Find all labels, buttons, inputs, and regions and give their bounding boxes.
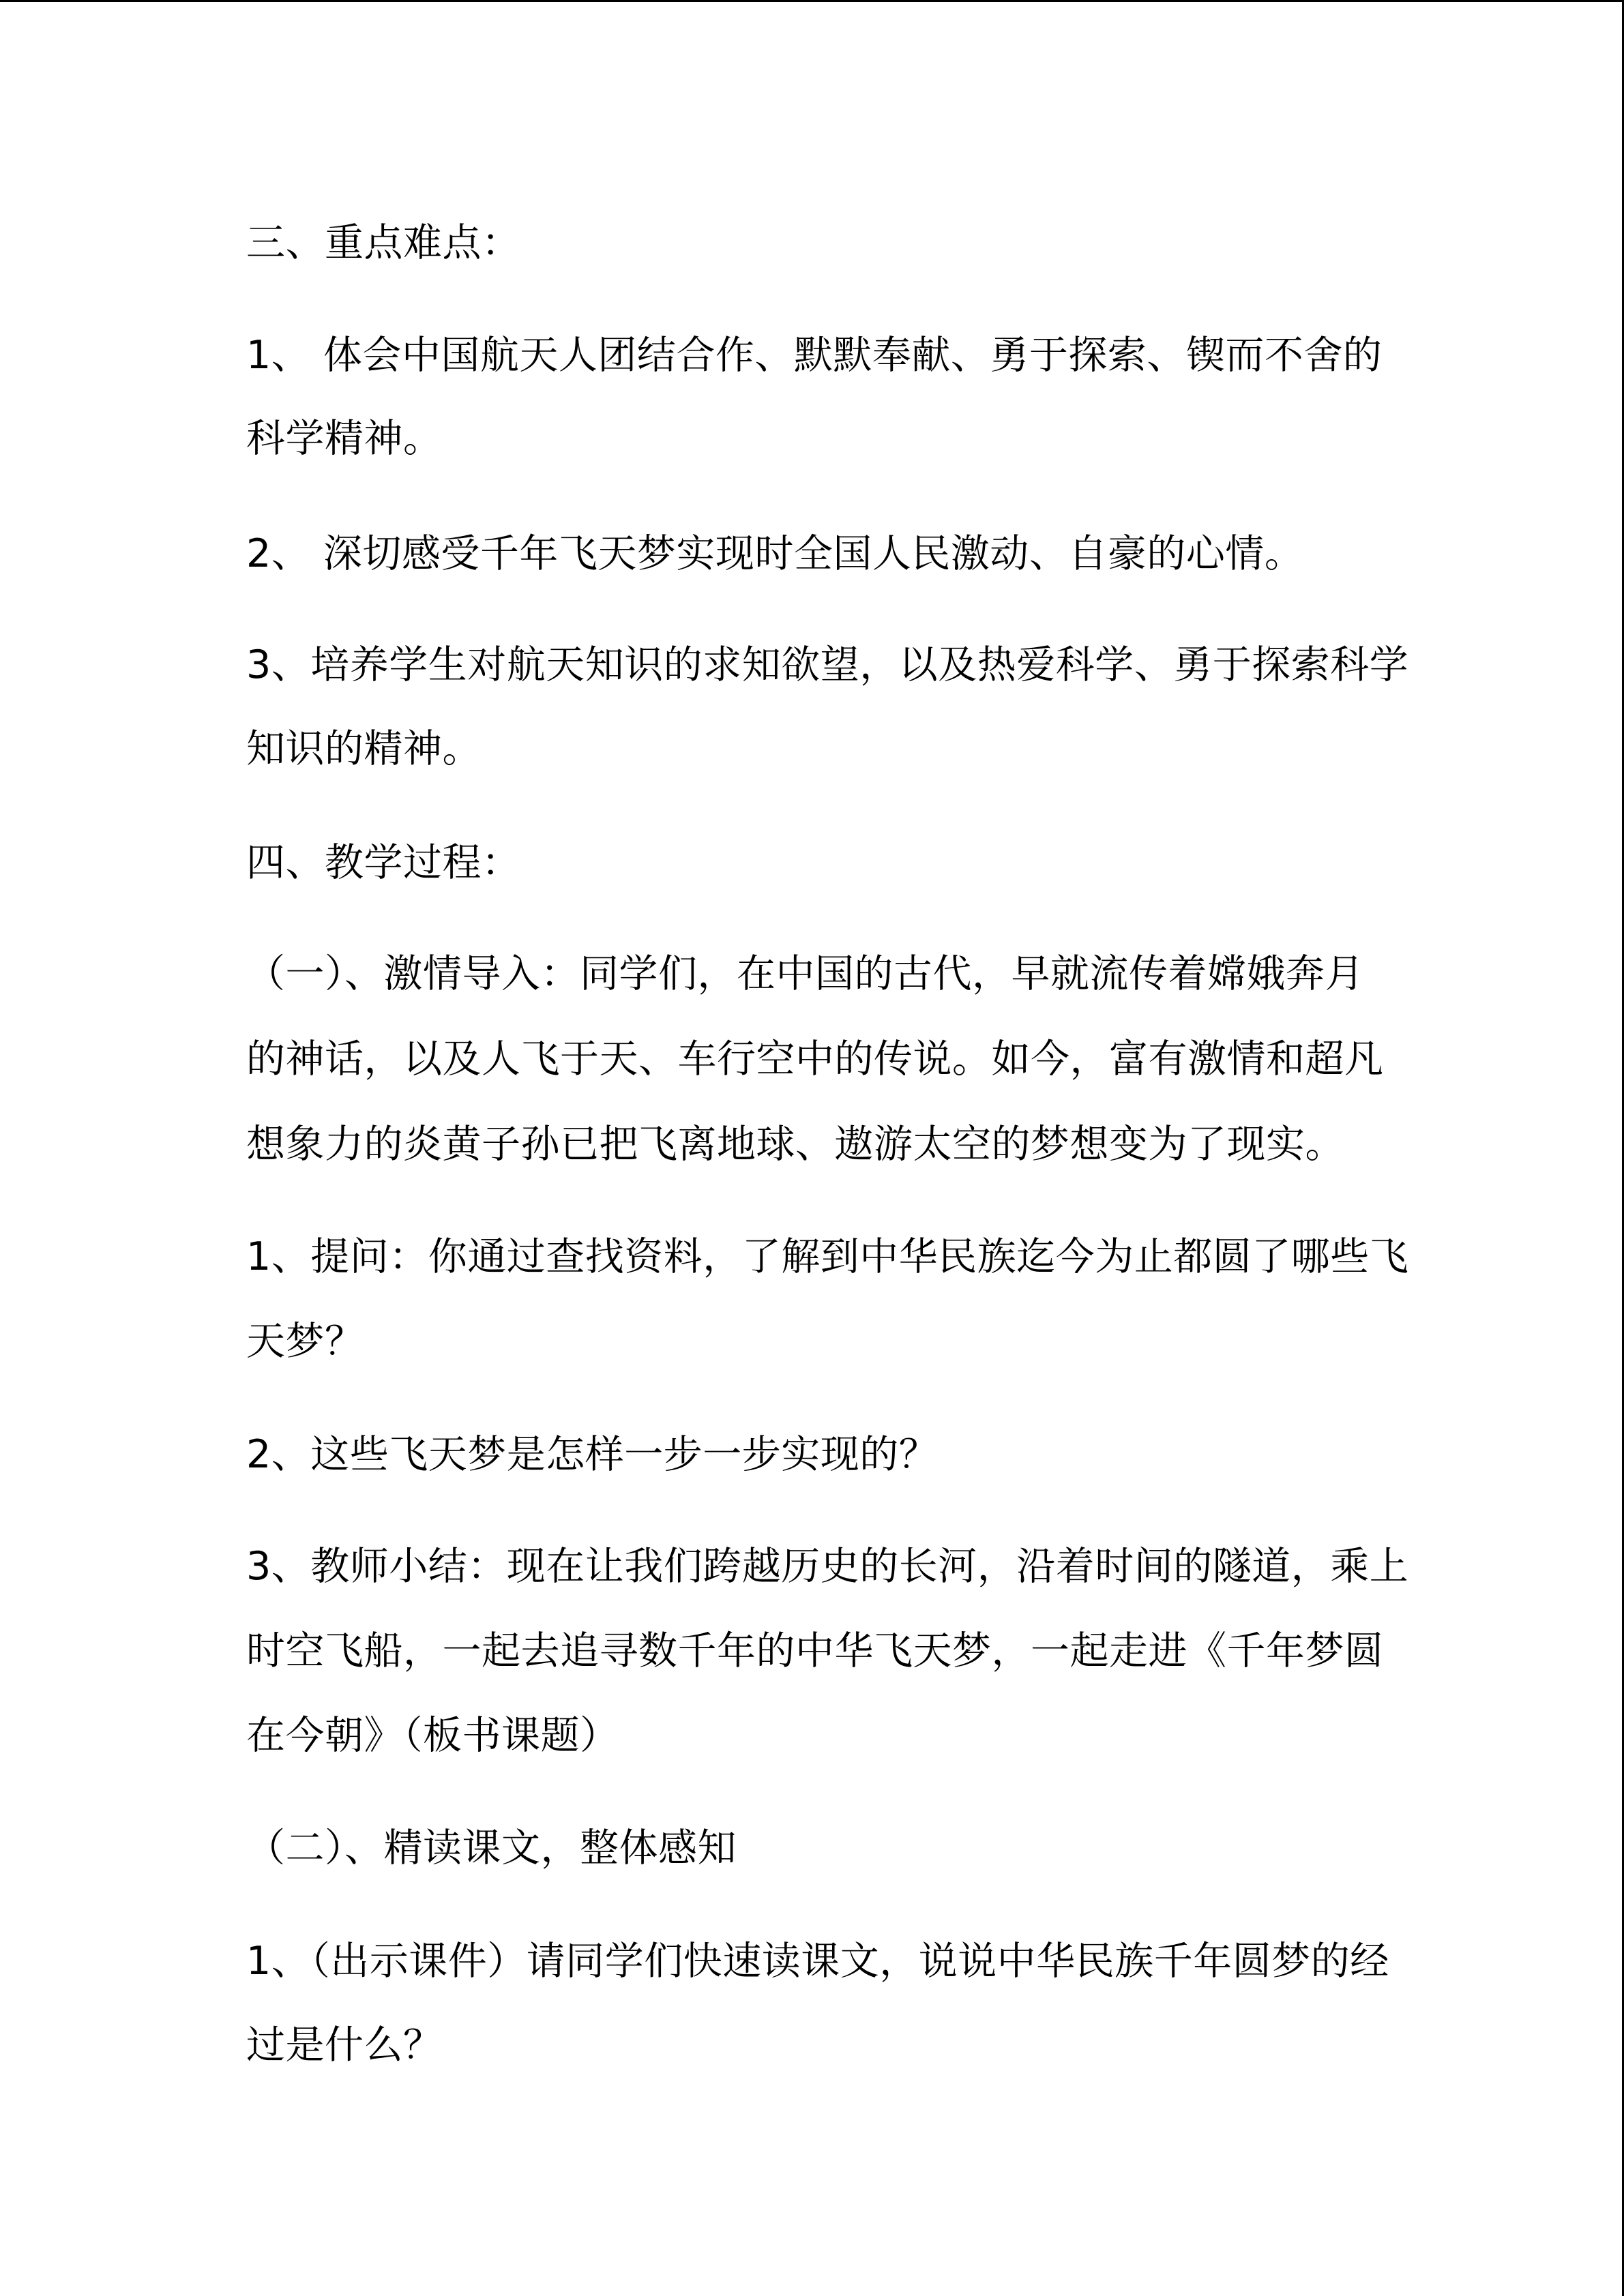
heading-close-reading: （二）、精读课文，整体感知 bbox=[246, 1825, 737, 1870]
key-point-1-line-2: 科学精神。 bbox=[246, 416, 443, 461]
question-1-line-2: 天梦？ bbox=[246, 1319, 364, 1364]
reading-task-1-line-2: 过是什么？ bbox=[246, 2023, 443, 2068]
key-point-3-line-2: 知识的精神。 bbox=[246, 726, 482, 771]
question-2: 2、这些飞天梦是怎样一步一步实现的？ bbox=[246, 1432, 939, 1477]
question-1-line-1: 1、提问：你通过查找资料，了解到中华民族迄今为止都圆了哪些飞 bbox=[246, 1234, 1409, 1279]
summary-line-1: 3、教师小结：现在让我们跨越历史的长河，沿着时间的隧道，乘上 bbox=[246, 1544, 1409, 1589]
key-point-3-line-1: 3、培养学生对航天知识的求知欲望，以及热爱科学、勇于探索科学 bbox=[246, 642, 1409, 687]
intro-paragraph-line-2: 的神话，以及人飞于天、车行空中的传说。如今，富有激情和超凡 bbox=[246, 1037, 1384, 1082]
key-point-2: 2、 深切感受千年飞天梦实现时全国人民激动、自豪的心情。 bbox=[246, 531, 1304, 576]
intro-paragraph-line-1: （一）、激情导入：同学们，在中国的古代，早就流传着嫦娥奔月 bbox=[246, 951, 1364, 996]
reading-task-1-line-1: 1、（出示课件）请同学们快速读课文，说说中华民族千年圆梦的经 bbox=[246, 1939, 1389, 1984]
summary-line-2: 时空飞船，一起去追寻数千年的中华飞天梦，一起走进《千年梦圆 bbox=[246, 1628, 1384, 1673]
heading-key-points: 三、重点难点： bbox=[246, 220, 521, 265]
intro-paragraph-line-3: 想象力的炎黄子孙已把飞离地球、遨游太空的梦想变为了现实。 bbox=[246, 1122, 1344, 1167]
heading-teaching-process: 四、教学过程： bbox=[246, 840, 521, 885]
key-point-1-line-1: 1、 体会中国航天人团结合作、默默奉献、勇于探索、锲而不舍的 bbox=[246, 333, 1383, 378]
summary-line-3: 在今朝》（板书课题） bbox=[246, 1713, 619, 1758]
